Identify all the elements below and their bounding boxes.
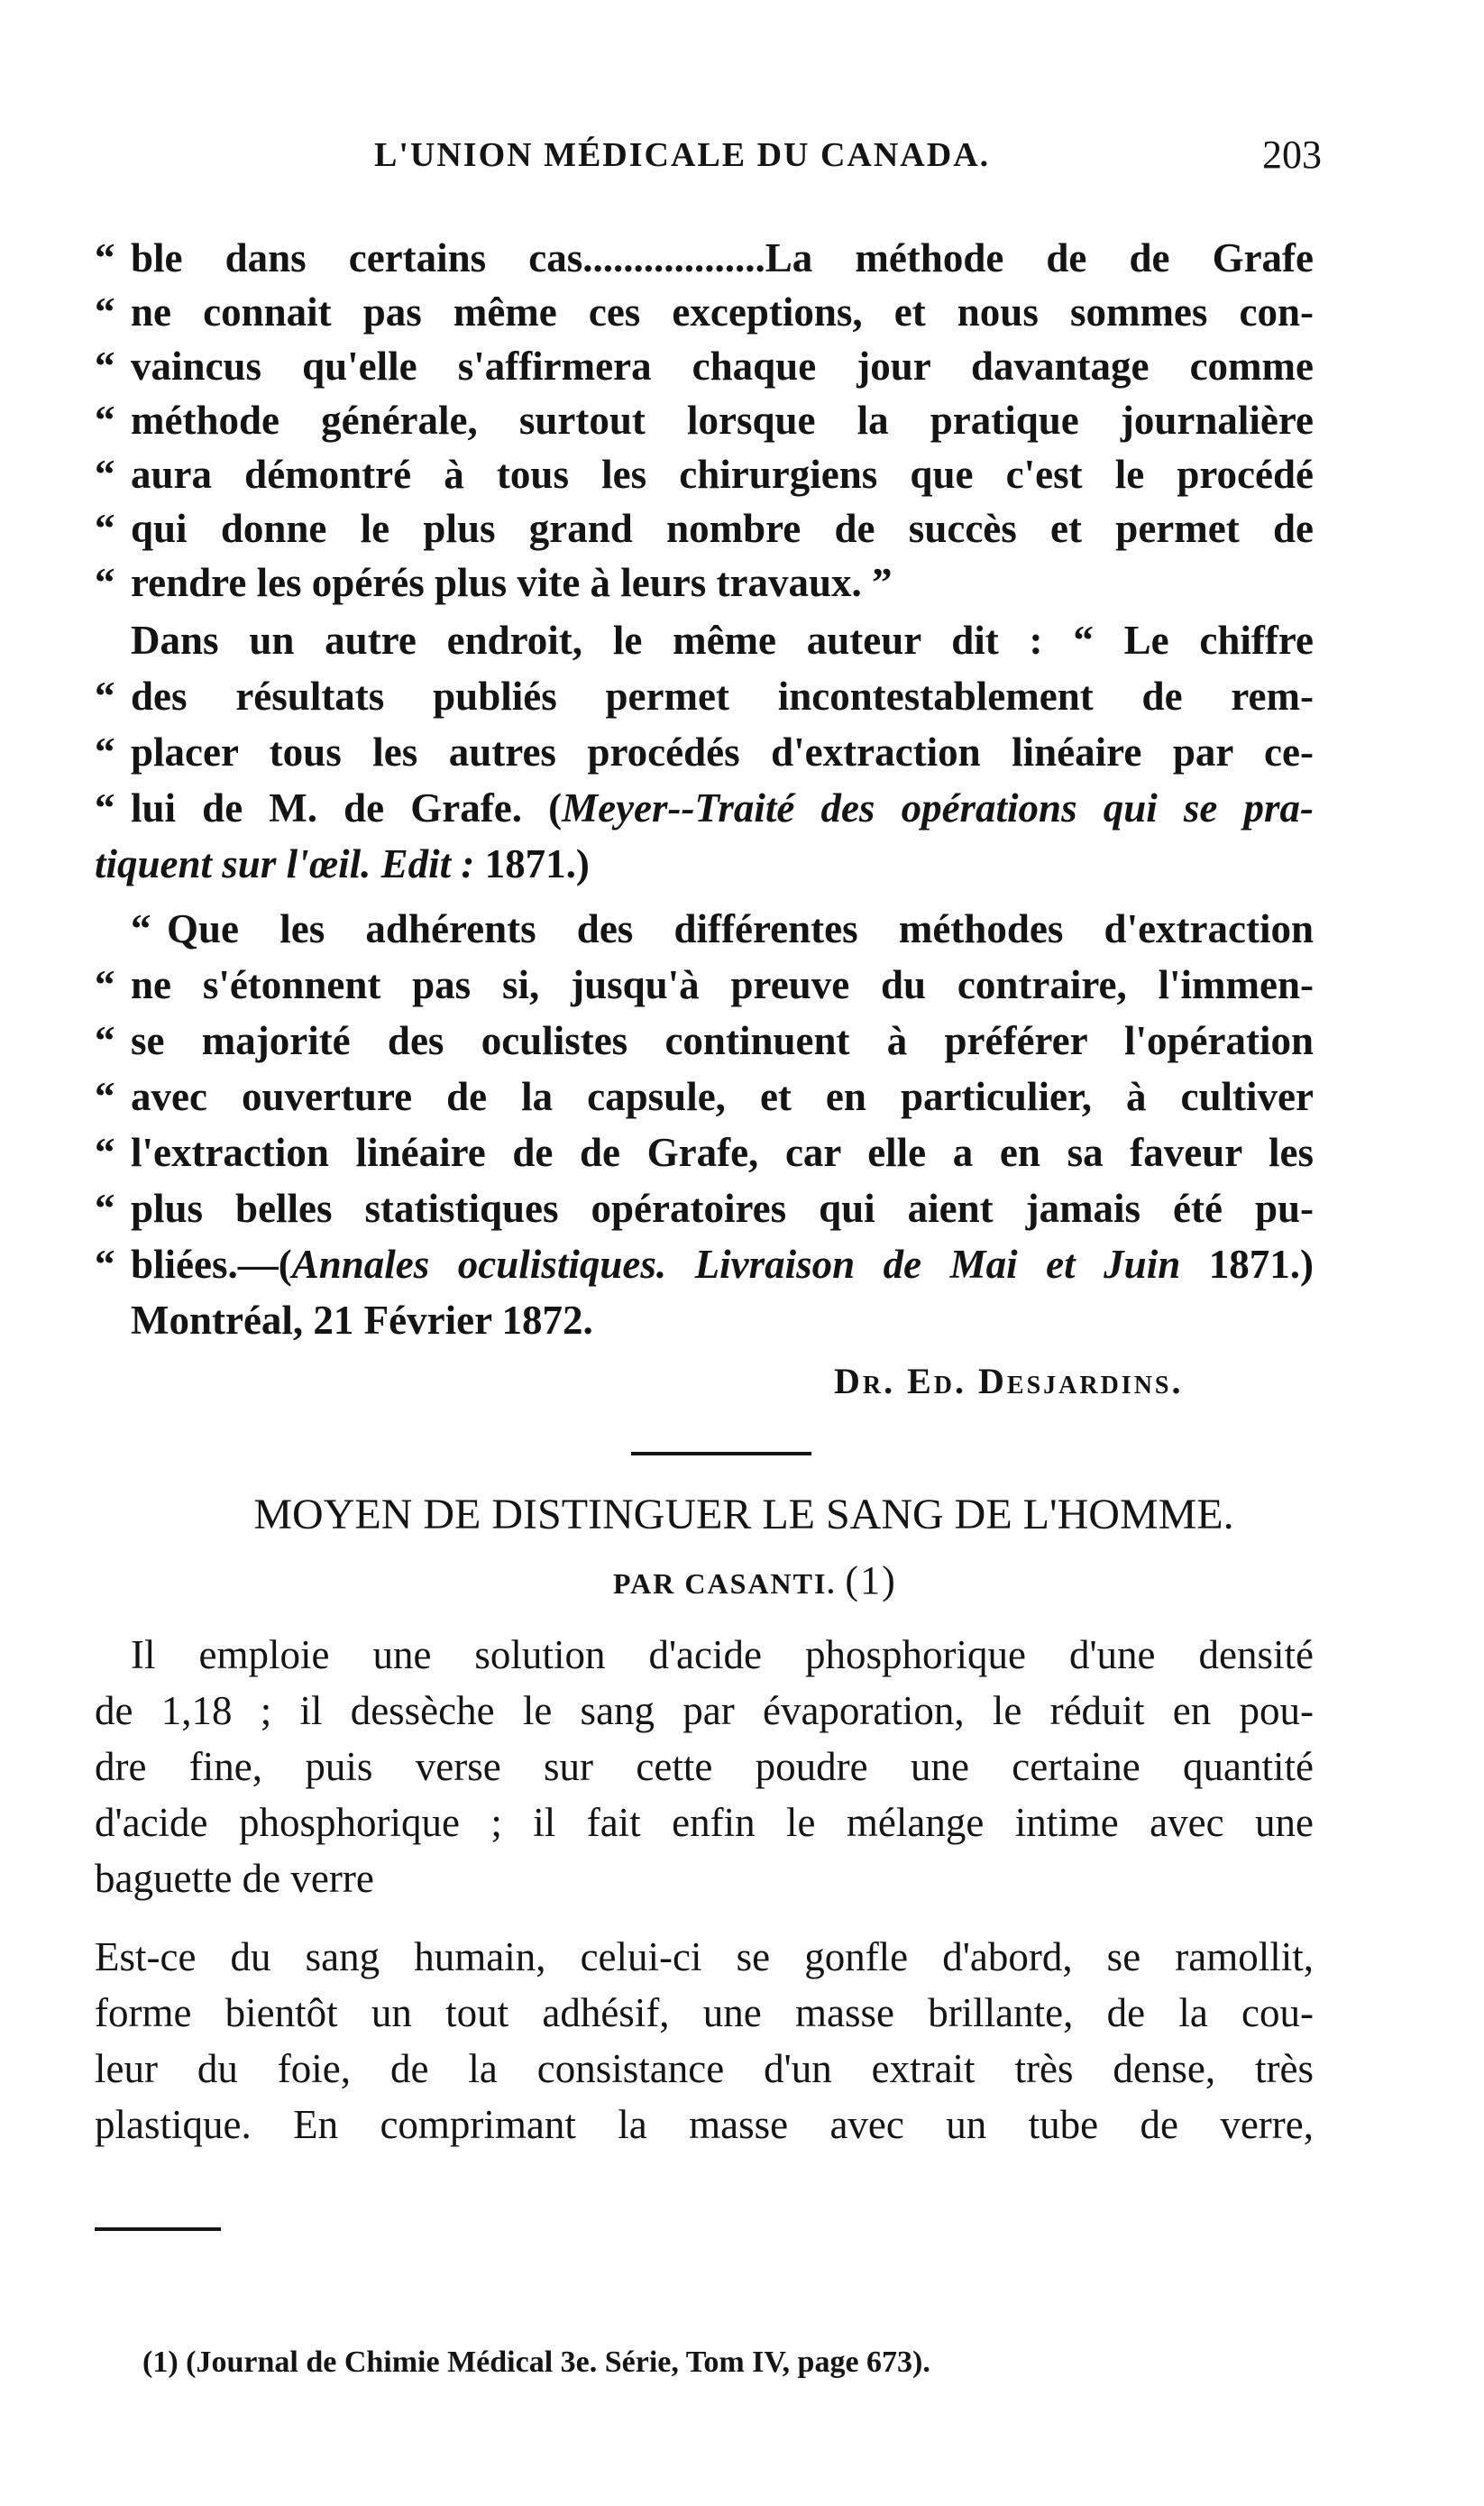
text-line: “ qui donne le plus grand nombre de succès et permet de [95, 506, 1314, 551]
text-line: d'acide phosphorique ; il fait enfin le mélange intime avec une [95, 1800, 1314, 1845]
article-title: MOYEN DE DISTINGUER LE SANG DE L'HOMME. [253, 1491, 1234, 1538]
footnote: (1) (Journal de Chimie Médical 3e. Série, Tom IV, page 673). [142, 2345, 930, 2379]
page-number: 203 [1262, 133, 1322, 177]
paragraph-first-line: Est-ce du sang humain, celui-ci se gonfle d'abord, se ramollit, [95, 1934, 1314, 1979]
text-line: “ méthode générale, surtout lorsque la pratique journalière [95, 398, 1314, 443]
text-line: leur du foie, de la consistance d'un extrait très dense, très [95, 2046, 1314, 2091]
text-line: “ rendre les opérés plus vite à leurs travaux. ” [95, 560, 893, 605]
text-line: “ plus belles statistiques opératoires qui aient jamais été pu- [95, 1186, 1314, 1231]
text-line: “ vaincus qu'elle s'affirmera chaque jour davantage comme [95, 344, 1314, 389]
paragraph-first-line: Il emploie une solution d'acide phosphorique d'une densité [131, 1632, 1314, 1677]
paragraph-first-line: Dans un autre endroit, le même auteur dit : “ Le chiffre [131, 618, 1314, 663]
text-line: plastique. En comprimant la masse avec un tube de verre, [95, 2102, 1314, 2147]
text-line: “ placer tous les autres procédés d'extraction linéaire par ce- [95, 730, 1314, 775]
text-line: “ lui de M. de Grafe. (Meyer--Traité des opérations qui se pra- [95, 785, 1314, 831]
journal-title: L'UNION MÉDICALE DU CANADA. [374, 136, 991, 174]
text-line: “ avec ouverture de la capsule, et en particulier, à cultiver [95, 1074, 1314, 1119]
running-head [0, 135, 1484, 189]
text-line: “ l'extraction linéaire de de Grafe, car elle a en sa faveur les [95, 1130, 1314, 1175]
text-line: “ des résultats publiés permet incontestablement de rem- [95, 674, 1314, 719]
footnote-divider [95, 2227, 221, 2231]
text-line: dre fine, puis verse sur cette poudre une certaine quantité [95, 1744, 1314, 1789]
signature: Dr. Ed. Desjardins. [834, 1361, 1184, 1401]
paragraph-first-line: “ Que les adhérents des différentes méthodes d'extraction [131, 906, 1314, 951]
text-line: “ ne s'étonnent pas si, jusqu'à preuve du contraire, l'immen- [95, 962, 1314, 1007]
text-line: “ bliées.—(Annales oculistiques. Livraison de Mai et Juin 1871.) [95, 1242, 1314, 1287]
footnote-marker: (1) [845, 1558, 897, 1602]
byline: PAR CASANTI. (1) [613, 1558, 897, 1602]
section-divider [631, 1452, 811, 1455]
text-line: baguette de verre [95, 1856, 374, 1901]
dateline: Montréal, 21 Février 1872. [131, 1298, 593, 1343]
text-line: “ aura démontré à tous les chirurgiens que c'est le procédé [95, 452, 1314, 497]
text-line: forme bientôt un tout adhésif, une masse brillante, de la cou- [95, 1990, 1314, 2035]
text-line: “ ne connait pas même ces exceptions, et nous sommes con- [95, 289, 1314, 335]
text-line: tiquent sur l'œil. Edit : 1871.) [95, 841, 590, 886]
text-line: “ ble dans certains cas..................La méthode de de Grafe [95, 235, 1314, 280]
text-line: de 1,18 ; il dessèche le sang par évaporation, le réduit en pou- [95, 1688, 1314, 1733]
text-line: “ se majorité des oculistes continuent à préférer l'opération [95, 1018, 1314, 1063]
